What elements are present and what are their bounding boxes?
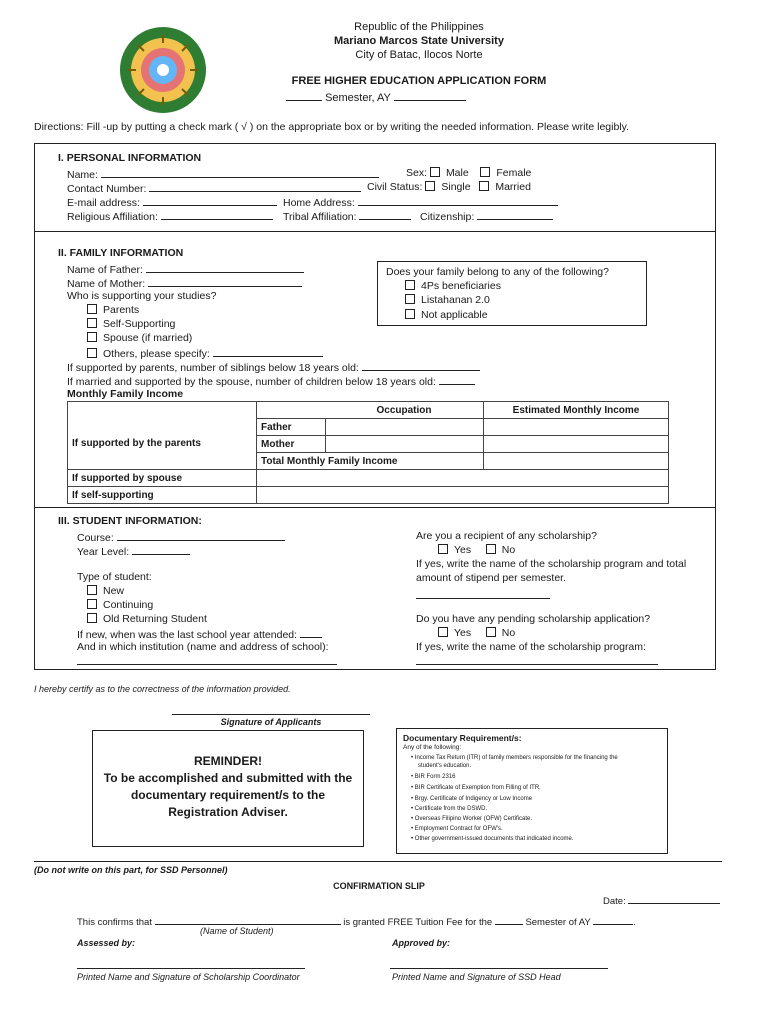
mother-field[interactable] (67, 276, 302, 291)
doc-item-text: Employment Contract for OFW's. (414, 826, 503, 832)
children-label: If married and supported by the spouse, number of children below 18 years old: (67, 376, 436, 388)
siblings-label: If supported by parents, number of siblings below 18 years old: (67, 362, 359, 374)
divider (34, 231, 716, 232)
total-income-cell[interactable] (484, 453, 669, 470)
others-checkbox[interactable] (87, 348, 97, 358)
total-row-label: Total Monthly Family Income (257, 453, 484, 470)
civil-label: Civil Status: (367, 181, 423, 193)
single-label: Single (441, 181, 471, 193)
doc-item-text: Certificate from the DSWD. (414, 806, 488, 812)
option-label: Old Returning Student (103, 613, 207, 625)
doc-item: • Employment Contract for OFW's. (411, 826, 503, 832)
doc-item-cont: student's education. (418, 763, 472, 769)
mother-income-cell[interactable] (484, 436, 669, 453)
name-label: Name: (67, 169, 98, 181)
scholarship-if-yes: If yes, write the name of the scholarship program and total (416, 558, 687, 570)
student-type-option[interactable] (87, 599, 153, 612)
doc-item-text: BIR Certificate of Exemption from Filling of ITR. (414, 785, 541, 791)
doc-item-text: BIR Form 2316 (414, 774, 456, 780)
semester-of-label: Semester of AY (525, 917, 591, 928)
tribal-field[interactable] (283, 209, 411, 224)
email-field[interactable] (67, 195, 277, 210)
father-income-cell[interactable] (484, 419, 669, 436)
single-checkbox[interactable] (425, 181, 435, 191)
belong-option[interactable] (405, 294, 490, 307)
institution-question: And in which institution (name and address of school): (77, 641, 329, 653)
religious-field[interactable] (67, 209, 273, 224)
ssd-head-signature-line[interactable] (390, 968, 608, 969)
student-type-option[interactable] (87, 613, 207, 626)
female-label: Female (496, 167, 532, 179)
student-name-line[interactable] (155, 914, 341, 925)
doc-item-text: Other government-issued documents that indicated income. (414, 836, 574, 842)
parents-row-label: If supported by the parents (68, 419, 257, 470)
citizenship-field[interactable] (420, 209, 553, 224)
pending-yes-no (438, 627, 515, 640)
form-title: FREE HIGHER EDUCATION APPLICATION FORM (291, 75, 547, 87)
doc-item: • BIR Form 2316 (411, 774, 456, 780)
pending-if-yes: If yes, write the name of the scholarship program: (416, 641, 646, 653)
option-label: Spouse (if married) (103, 332, 193, 344)
sex-field (406, 167, 531, 180)
signature-line[interactable] (172, 714, 370, 715)
scholar-yes-checkbox[interactable] (438, 544, 448, 554)
option-label: New (103, 585, 125, 597)
home-label: Home Address: (283, 197, 355, 209)
mother-row-label: Mother (257, 436, 326, 453)
ssd-note: (Do not write on this part, for SSD Personnel) (34, 865, 228, 875)
student-heading: III. STUDENT INFORMATION: (58, 515, 202, 527)
assessed-by-label: Assessed by: (77, 938, 136, 948)
option-label: Continuing (103, 599, 154, 611)
not-applicable-checkbox[interactable] (405, 309, 415, 319)
new-checkbox[interactable] (87, 585, 97, 595)
name-of-student-label: (Name of Student) (200, 926, 274, 936)
yes-label: Yes (454, 627, 472, 639)
coordinator-label: Printed Name and Signature of Scholarship Coordinator (77, 972, 300, 982)
family-heading: II. FAMILY INFORMATION (58, 247, 184, 259)
approved-by-label: Approved by: (392, 938, 451, 948)
reminder-line-3: Registration Adviser. (168, 805, 288, 819)
semester-label: Semester, AY (325, 92, 391, 104)
last-year-label: If new, when was the last school year attended: (77, 629, 298, 641)
father-row-label: Father (257, 419, 326, 436)
spouse-row-label: If supported by spouse (68, 470, 257, 487)
divider (34, 507, 716, 508)
last-year-field[interactable] (77, 627, 322, 642)
documentary-sub: Any of the following: (403, 744, 462, 751)
sex-label: Sex: (406, 167, 428, 179)
institution-line[interactable] (77, 664, 337, 665)
mother-occupation-cell[interactable] (325, 436, 484, 453)
belong-question: Does your family belong to any of the following? (386, 266, 609, 278)
option-label: Parents (103, 304, 140, 316)
reminder-line-2: documentary requirement/s to the (130, 788, 326, 802)
continuing-checkbox[interactable] (87, 599, 97, 609)
monthly-income-heading: Monthly Family Income (67, 388, 184, 400)
mother-label: Name of Mother: (67, 278, 146, 290)
coordinator-signature-line[interactable] (77, 968, 305, 969)
email-label: E-mail address: (67, 197, 140, 209)
option-label: 4Ps beneficiaries (421, 280, 501, 292)
doc-item-text: Income Tax Return (ITR) of family members responsible for the financing the (414, 755, 618, 761)
student-type-option[interactable] (87, 585, 124, 598)
yes-label: Yes (454, 544, 472, 556)
income-table (67, 401, 669, 504)
name-field[interactable] (67, 167, 379, 182)
semester-blank[interactable] (495, 914, 523, 925)
doc-item: • Certificate from the DSWD. (411, 806, 488, 812)
contact-field[interactable] (67, 181, 361, 196)
scholarship-line[interactable] (416, 598, 550, 599)
option-label: Not applicable (421, 309, 488, 321)
confirms-label: This confirms that (77, 917, 152, 928)
male-checkbox[interactable] (430, 167, 440, 177)
semester-line[interactable] (286, 90, 466, 105)
old-returning-checkbox[interactable] (87, 613, 97, 623)
occupation-header: Occupation (325, 402, 484, 419)
female-checkbox[interactable] (480, 167, 490, 177)
self-supporting-checkbox[interactable] (87, 318, 97, 328)
type-heading: Type of student: (77, 571, 152, 583)
belong-option[interactable] (405, 280, 501, 293)
reminder-line-1: To be accomplished and submitted with the (103, 771, 353, 785)
listahanan-checkbox[interactable] (405, 294, 415, 304)
no-label: No (501, 544, 516, 556)
home-address-field[interactable] (283, 195, 558, 210)
course-field[interactable] (77, 530, 285, 545)
doc-item: • Overseas Filipino Worker (OFW) Certificate. (411, 816, 533, 822)
support-option[interactable] (87, 346, 323, 361)
pending-yes-checkbox[interactable] (438, 627, 448, 637)
doc-item-text: Brgy. Certificate of Indigency or Low Income (414, 796, 533, 802)
married-label: Married (495, 181, 531, 193)
slip-title: CONFIRMATION SLIP (333, 881, 425, 891)
slip-divider (34, 861, 722, 862)
year-label: Year Level: (77, 546, 130, 558)
scholarship-yes-no (438, 544, 515, 557)
header-republic: Republic of the Philippines (354, 21, 484, 33)
income-header: Estimated Monthly Income (484, 402, 669, 419)
support-option[interactable] (87, 304, 139, 317)
support-option[interactable] (87, 332, 192, 345)
header-university: Mariano Marcos State University (334, 35, 504, 47)
father-label: Name of Father: (67, 264, 143, 276)
father-field[interactable] (67, 262, 304, 277)
personal-heading: I. PERSONAL INFORMATION (58, 152, 202, 164)
doc-item: • Income Tax Return (ITR) of family members responsible for the financing the (411, 755, 618, 761)
option-label: Listahanan 2.0 (421, 294, 490, 306)
contact-label: Contact Number: (67, 183, 147, 195)
certification-text: I hereby certify as to the correctness of the information provided. (34, 684, 291, 694)
date-label: Date: (603, 896, 626, 907)
pending-no-checkbox[interactable] (486, 627, 496, 637)
4ps-checkbox[interactable] (405, 280, 415, 290)
male-label: Male (445, 167, 469, 179)
ay-blank[interactable] (593, 914, 633, 925)
spouse-income-cell[interactable] (257, 470, 669, 487)
doc-item: • Other government-issued documents that indicated income. (411, 836, 574, 842)
spouse-checkbox[interactable] (87, 332, 97, 342)
directions: Directions: Fill -up by putting a check mark ( √ ) on the appropriate box or by writing the needed information. Please write legibly. (34, 121, 630, 133)
no-label: No (501, 627, 516, 639)
support-option[interactable] (87, 318, 175, 331)
course-label: Course: (77, 532, 114, 544)
supporting-question: Who is supporting your studies? (67, 290, 217, 302)
pending-line[interactable] (416, 664, 658, 665)
documentary-title: Documentary Requirement/s: (403, 733, 522, 743)
signature-label: Signature of Applicants (220, 717, 322, 727)
scholarship-question: Are you a recipient of any scholarship? (416, 530, 597, 542)
option-label: Others, please specify: (103, 348, 210, 360)
date-field[interactable] (603, 893, 720, 908)
scholar-no-checkbox[interactable] (486, 544, 496, 554)
granted-label: is granted FREE Tuition Fee for the (343, 917, 493, 928)
confirms-line: This confirms that is granted FREE Tuition Fee for the Semester of AY . (77, 914, 636, 929)
children-field[interactable] (67, 374, 475, 389)
tribal-label: Tribal Affiliation: (283, 211, 357, 223)
self-row-label: If self-supporting (68, 487, 257, 504)
doc-item: • BIR Certificate of Exemption from Filling of ITR. (411, 785, 541, 791)
reminder-title: REMINDER! (194, 754, 262, 768)
university-seal (118, 25, 208, 115)
civil-status-field (367, 181, 531, 194)
pending-question: Do you have any pending scholarship application? (416, 613, 651, 625)
father-occupation-cell[interactable] (325, 419, 484, 436)
ssd-head-label: Printed Name and Signature of SSD Head (392, 972, 561, 982)
scholarship-if-yes-2: amount of stipend per semester. (416, 572, 566, 584)
siblings-field[interactable] (67, 360, 480, 375)
doc-item: • Brgy. Certificate of Indigency or Low Income (411, 796, 533, 802)
married-checkbox[interactable] (479, 181, 489, 191)
belong-option[interactable] (405, 309, 488, 322)
doc-item-text: Overseas Filipino Worker (OFW) Certificate. (414, 816, 533, 822)
self-income-cell[interactable] (257, 487, 669, 504)
header-city: City of Batac, Ilocos Norte (355, 49, 483, 61)
option-label: Self-Supporting (103, 318, 176, 330)
religious-label: Religious Affiliation: (67, 211, 158, 223)
parents-checkbox[interactable] (87, 304, 97, 314)
year-level-field[interactable] (77, 544, 190, 559)
citizenship-label: Citizenship: (420, 211, 475, 223)
